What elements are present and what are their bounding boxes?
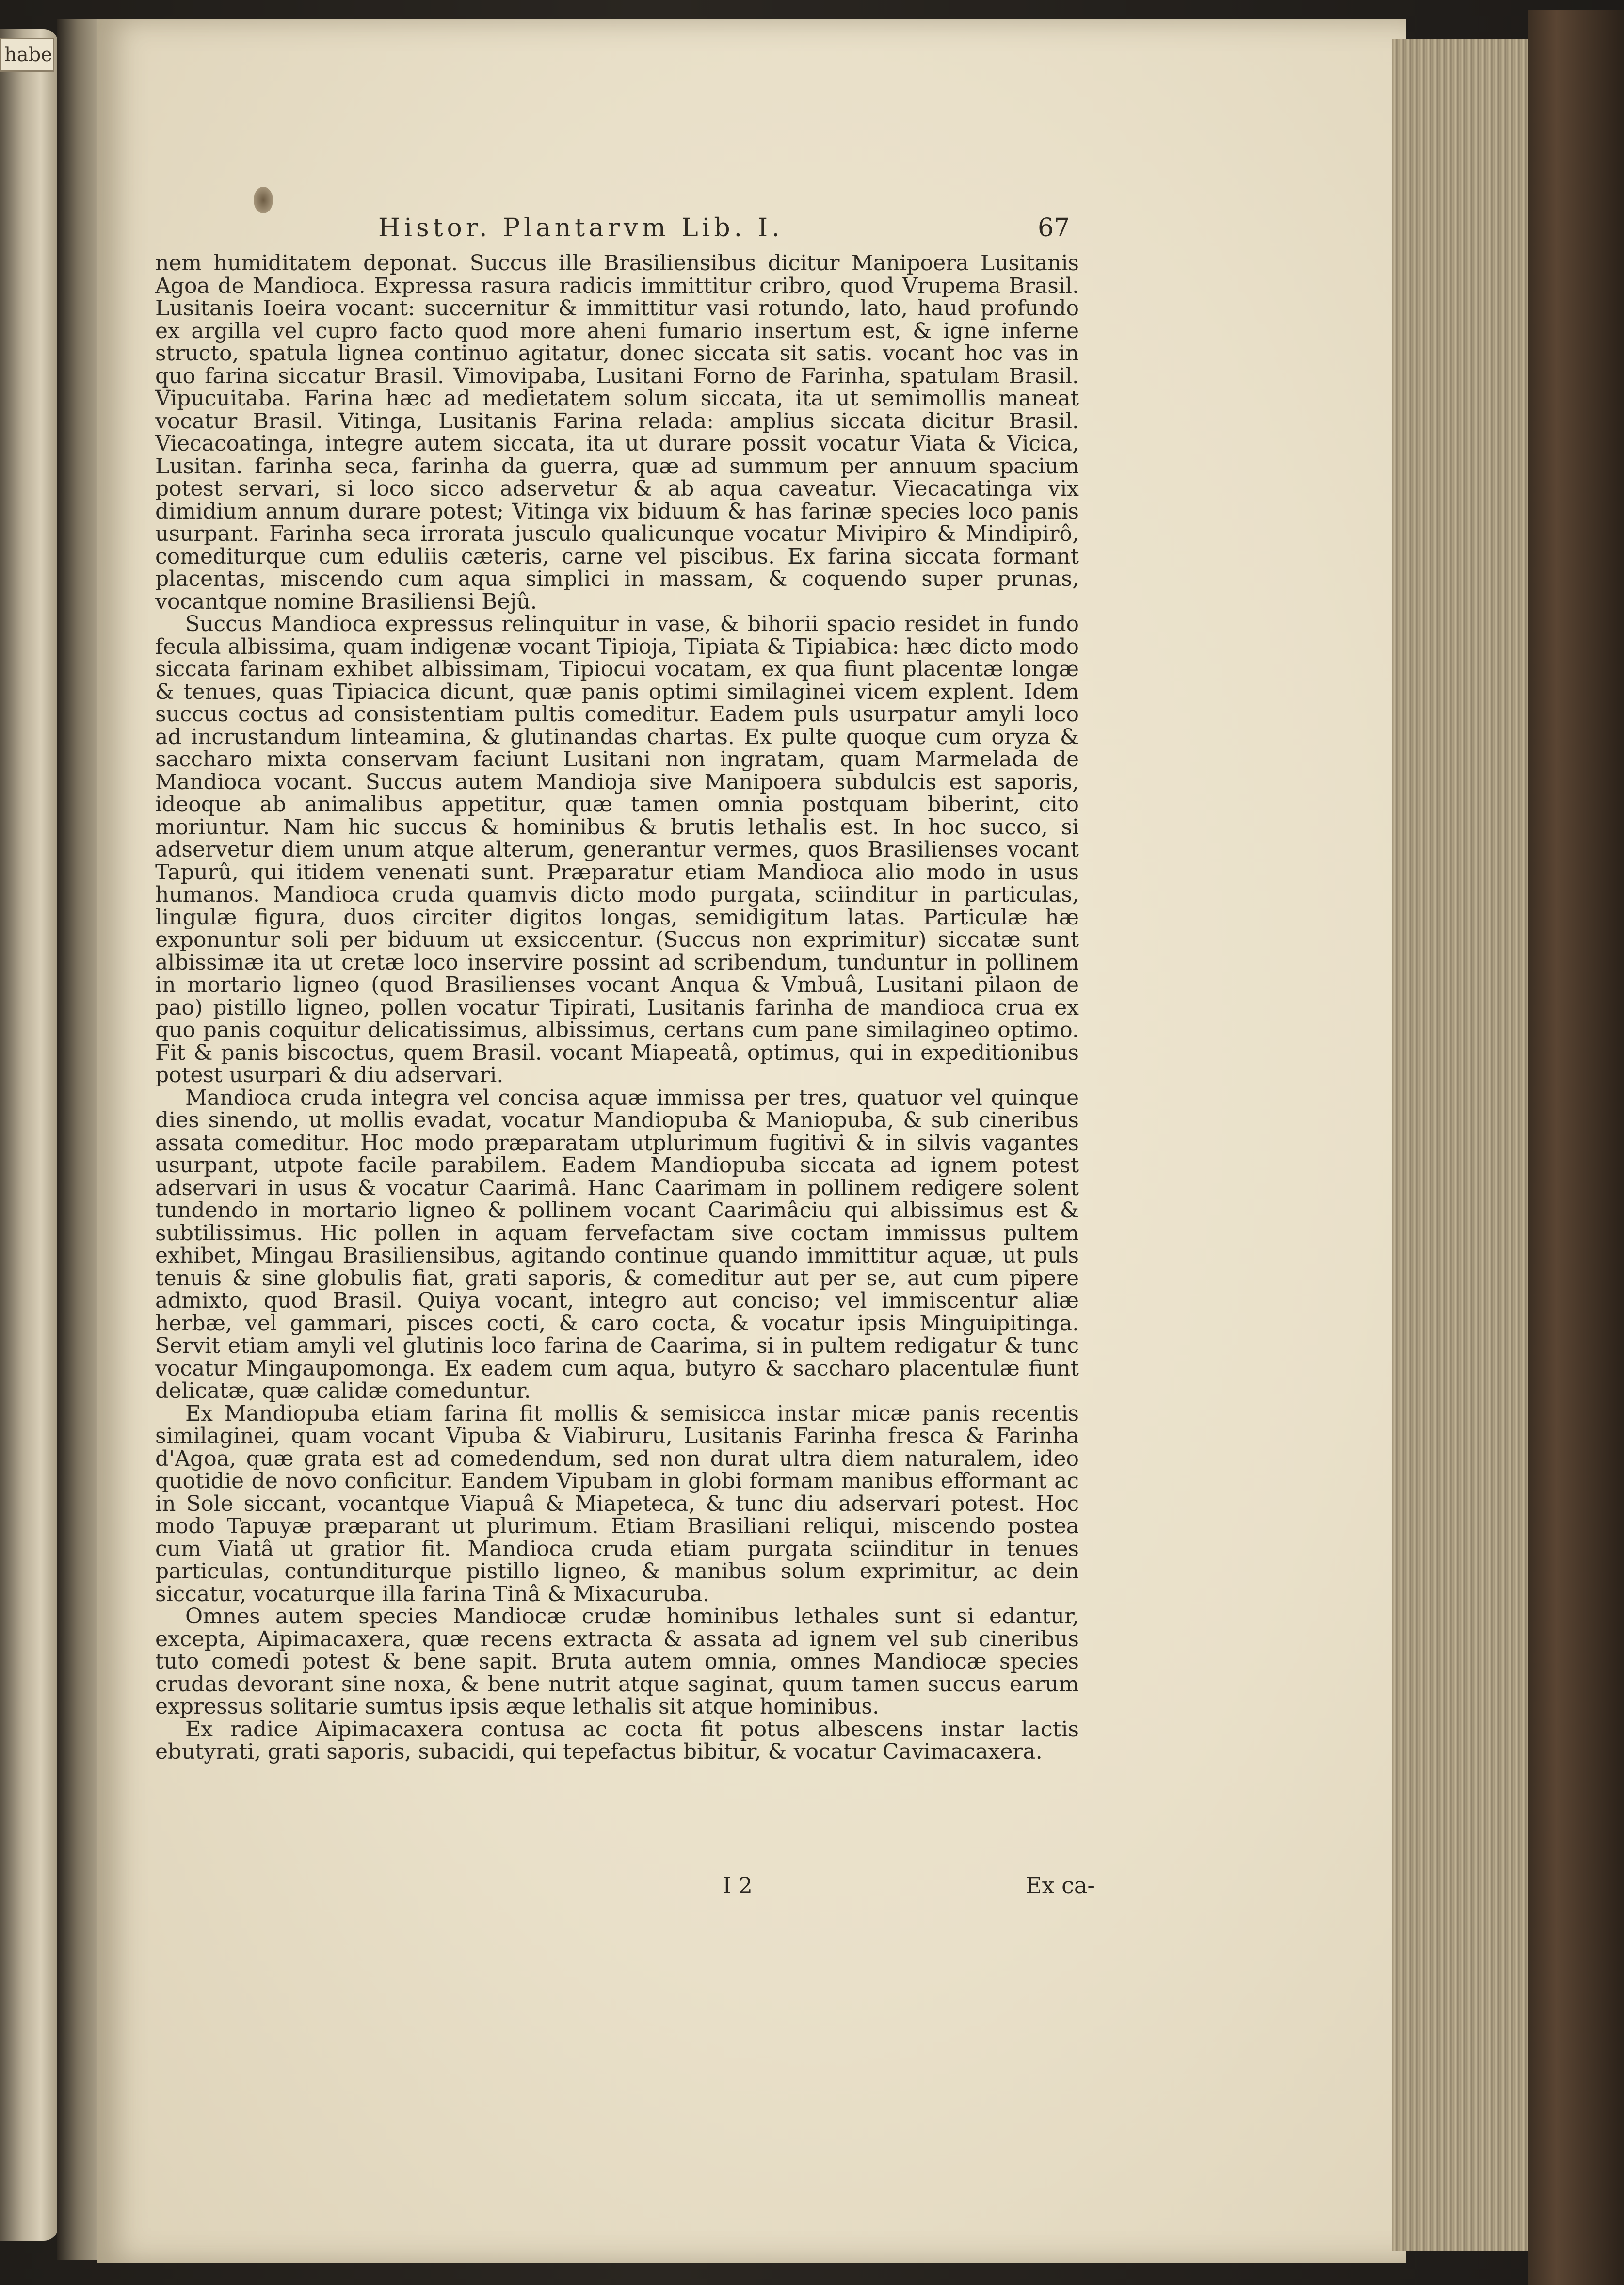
paragraph: Omnes autem species Mandiocæ crudæ hominibus lethales sunt si edantur, excepta, Aipimacaxera, quæ recens extracta & assata ad ignem vel sub cineribus tuto comedi potest & bene sapit. Bruta autem omnia, omnes Mandiocæ species crudas devorant sine noxa, & bene nutrit atque saginat, quum tamen succus earum expressus solitarie sumtus ipsis æque lethalis sit atque hominibus. <box>155 1604 1079 1719</box>
running-head: Histor. Plantarvm Lib. I. <box>378 213 784 243</box>
page-fore-edge <box>1392 39 1537 2251</box>
page-number: 67 <box>1038 213 1070 243</box>
signature-mark: I 2 <box>723 1872 753 1898</box>
book-cover-edge <box>1528 10 1624 2285</box>
tab-label: habe <box>0 38 54 72</box>
paragraph: Ex Mandiopuba etiam farina fit mollis & semisicca instar micæ panis recentis similaginei, quam vocant Vipuba & Viabiruru, Lusitanis Farinha fresca & Farinha d'Agoa, quæ grata est ad comedendum, sed non durat ultra diem naturalem, ideo quotidie de novo conficitur. Eandem Vipubam in globi formam manibus efformant ac in Sole siccant, vocantque Viapuâ & Miapeteca, & tunc diu adservari potest. Hoc modo Tapuyæ præparant ut plurimum. Etiam Brasiliani reliqui, miscendo postea cum Viatâ ut gratior fit. Mandioca cruda etiam purgata sciinditur in tenues particulas, contunditurque pistillo ligneo, & manibus solum exprimitur, ac dein siccatur, vocaturque illa farina Tinâ & Mixacuruba. <box>155 1401 1079 1606</box>
catchword: Ex ca- <box>1026 1872 1095 1898</box>
text-body <box>155 252 1079 1764</box>
paragraph: Succus Mandioca expressus relinquitur in vase, & bihorii spacio residet in fundo fecula albissima, quam indigenæ vocant Tipioja, Tipiata & Tipiabica: hæc dicto modo siccata farinam exhibet albissimam, Tipiocui vocatam, ex qua fiunt placentæ longæ & tenues, quas Tipiacica dicunt, quæ panis optimi similaginei vicem explent. Idem succus coctus ad consistentiam pultis comeditur. Eadem puls usurpatur amyli loco ad incrustandum linteamina, & glutinandas chartas. Ex pulte quoque cum oryza & saccharo mixta conservam faciunt Lusitani non ingratam, quam Marmelada de Mandioca vocant. Succus autem Mandioja sive Manipoera subdulcis est saporis, ideoque ab animalibus appetitur, quæ tamen omnia postquam biberint, cito moriuntur. Nam hic succus & hominibus & brutis lethalis est. In hoc succo, si adservetur diem unum atque alterum, generantur vermes, quos Brasilienses vocant Tapurû, qui itidem venenati sunt. Præparatur etiam Mandioca alio modo in usus humanos. Mandioca cruda quamvis dicto modo purgata, sciinditur in particulas, lingulæ figura, duos circiter digitos longas, semidigitum latas. Particulæ hæ exponuntur soli per biduum ut exsiccentur. (Succus non exprimitur) siccatæ sunt albissimæ ita ut cretæ loco inservire possint ad scribendum, tunduntur in pollinem in mortario ligneo (quod Brasilienses vocant Anqua & Vmbuâ, Lusitani pilaon de pao) pistillo ligneo, pollen vocatur Tipirati, Lusitanis farinha de mandioca crua ex quo panis coquitur delicatissimus, albissimus, certans cum pane similagineo optimo. Fit & panis biscoctus, quem Brasil. vocant Miapeatâ, optimus, qui in expeditionibus potest usurpari & diu adservari. <box>155 612 1079 1087</box>
paragraph: nem humiditatem deponat. Succus ille Brasiliensibus dicitur Manipoera Lusitanis Agoa de Mandioca. Expressa rasura radicis immittitur cribro, quod Vrupema Brasil. Lusitanis Ioeira vocant: succernitur & immittitur vasi rotundo, lato, haud profundo ex argilla vel cupro facto quod more aheni fumario insertum est, & igne inferne structo, spatula lignea continuo agitatur, donec siccata sit satis. vocant hoc vas in quo farina siccatur Brasil. Vimovipaba, Lusitani Forno de Farinha, spatulam Brasil. Vipucuitaba. Farina hæc ad medietatem solum siccata, ita ut semimollis maneat vocatur Brasil. Vitinga, Lusitanis Farina relada: amplius siccata dicitur Brasil. Viecacoatinga, integre autem siccata, ita ut durare possit vocatur Viata & Vicica, Lusitan. farinha seca, farinha da guerra, quæ ad summum per annuum spacium potest servari, si loco sicco adservetur & ab aqua caveatur. Viecacatinga vix dimidium annum durare potest; Vitinga vix biduum & has farinæ species loco panis usurpant. Farinha seca irrorata jusculo qualicunque vocatur Mivipiro & Mindipirô, comediturque cum eduliis cæteris, carne vel piscibus. Ex farina siccata formant placentas, miscendo cum aqua simplici in massam, & coquendo super prunas, vocantque nomine Brasiliensi Bejû. <box>155 251 1079 614</box>
ink-stain <box>254 187 273 213</box>
paragraph: Ex radice Aipimacaxera contusa ac cocta fit potus albescens instar lactis ebutyrati, grati saporis, subacidi, qui tepefactus bibitur, & vocatur Cavimacaxera. <box>155 1717 1079 1764</box>
previous-page-edge <box>0 29 58 2241</box>
paragraph: Mandioca cruda integra vel concisa aquæ immissa per tres, quatuor vel quinque dies sinendo, ut mollis evadat, vocatur Mandiopuba & Maniopuba, & sub cineribus assata comeditur. Hoc modo præparatam utplurimum fugitivi & in silvis vagantes usurpant, utpote facile parabilem. Eadem Mandiopuba siccata ad ignem potest adservari in usus & vocatur Caarimâ. Hanc Caarimam in pollinem redigere solent tundendo in mortario ligneo & pollinem vocant Caarimâciu qui albissimus est & subtilissimus. Hic pollen in aquam fervefactam sive coctam immissus pultem exhibet, Mingau Brasiliensibus, agitando continue quando immittitur aquæ, ut puls tenuis & sine globulis fiat, grati saporis, & comeditur aut per se, aut cum pipere admixto, quod Brasil. Quiya vocant, integro aut conciso; vel immiscentur aliæ herbæ, vel gammari, pisces cocti, & caro cocta, & vocatur ipsis Minguipitinga. Servit etiam amyli vel glutinis loco farina de Caarima, si in pultem redigatur & tunc vocatur Mingaupomonga. Ex eadem cum aqua, butyro & saccharo placentulæ fiunt delicatæ, quæ calidæ comeduntur. <box>155 1085 1079 1403</box>
